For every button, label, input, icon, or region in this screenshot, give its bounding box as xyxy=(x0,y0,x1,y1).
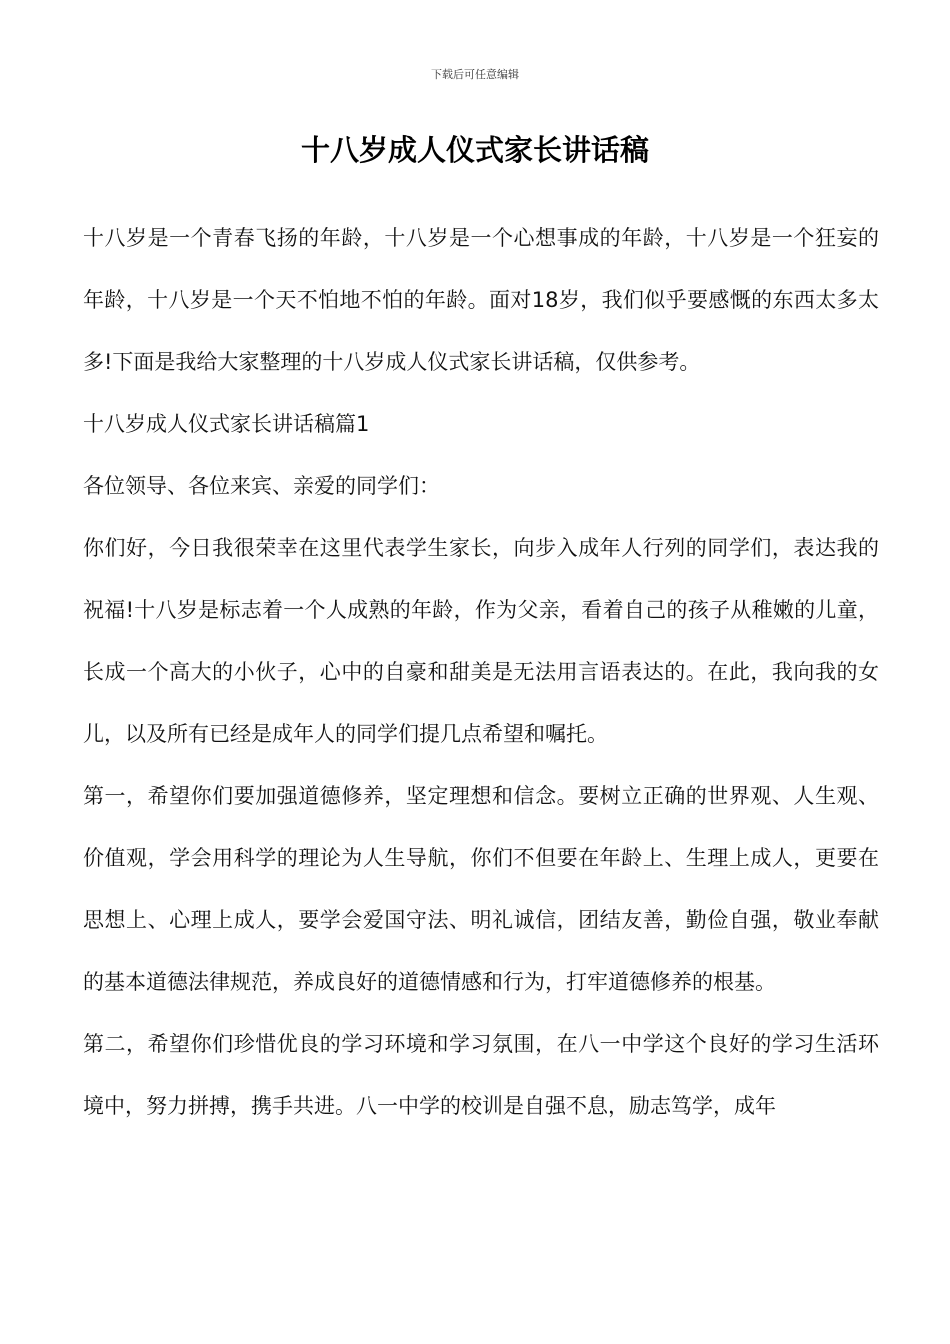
document-title: 十八岁成人仪式家长讲话稿 xyxy=(300,133,649,167)
document-body xyxy=(83,207,879,1137)
salutation: 各位领导、各位来宾、亲爱的同学们： xyxy=(83,474,440,498)
point-two-paragraph: 第二，希望你们珍惜优良的学习环境和学习氛围，在八一中学这个良好的学习生活环境中，努力拼搏，携手共进。八一中学的校训是自强不息，励志笃学，成年 xyxy=(83,1032,879,1118)
section-heading: 十八岁成人仪式家长讲话稿篇1 xyxy=(83,412,370,436)
intro-paragraph: 十八岁是一个青春飞扬的年龄，十八岁是一个心想事成的年龄，十八岁是一个狂妄的年龄，十八岁是一个天不怕地不怕的年龄。面对18岁，我们似乎要感慨的东西太多太多!下面是我给大家整理的十八岁成人仪式家长讲话稿，仅供参考。 xyxy=(83,226,879,374)
greeting-paragraph: 你们好，今日我很荣幸在这里代表学生家长，向步入成年人行列的同学们，表达我的祝福!十八岁是标志着一个人成熟的年龄，作为父亲，看着自己的孩子从稚嫩的儿童，长成一个高大的小伙子，心中的自豪和甜美是无法用言语表达的。在此，我向我的女儿，以及所有已经是成年人的同学们提几点希望和嘱托。 xyxy=(83,536,879,746)
page-header-note: 下载后可任意编辑 xyxy=(431,68,519,81)
point-one-paragraph: 第一，希望你们要加强道德修养，坚定理想和信念。要树立正确的世界观、人生观、价值观，学会用科学的理论为人生导航，你们不但要在年龄上、生理上成人，更要在思想上、心理上成人，要学会爱国守法、明礼诚信，团结友善，勤俭自强，敬业奉献的基本道德法律规范，养成良好的道德情感和行为，打牢道德修养的根基。 xyxy=(83,784,879,994)
